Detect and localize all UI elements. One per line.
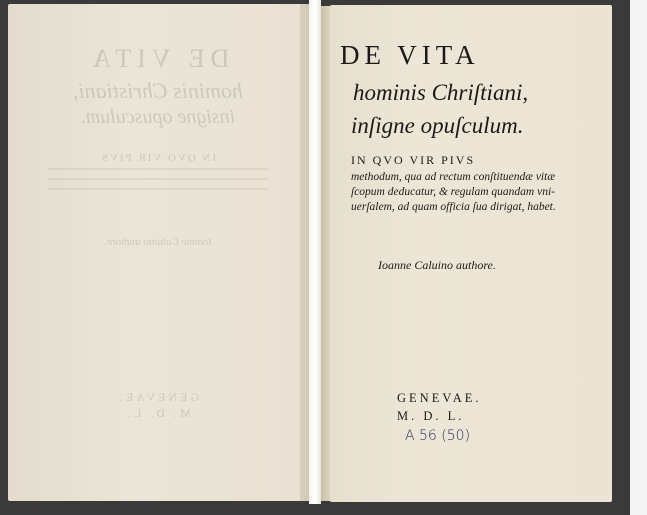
description-line: uerſalem, ad quam officia ſua dirigat, habet. (351, 201, 556, 213)
description-line: methodum, qua ad rectum conſtituendæ vitæ (351, 171, 555, 183)
author-line: Ioanne Caluino authore. (378, 258, 496, 272)
bleed-title: DE VITA (86, 44, 230, 73)
bleed-subtitle-1: hominis Christiani, (73, 78, 243, 103)
book-spine (309, 0, 321, 504)
book-title: DE VITA (340, 40, 480, 70)
description-line: ſcopum deducatur, & regulam quandam vni- (351, 186, 555, 198)
bleed-author: Ioanne Caluino authore. (103, 236, 213, 248)
right-margin-strip (630, 0, 647, 515)
handwritten-shelfmark: A 56 (50) (405, 428, 471, 444)
left-page (8, 4, 308, 501)
bleed-city: GENEVAE. (116, 390, 200, 404)
book-subtitle-line-1: hominis Chriſtiani, (353, 80, 529, 105)
book-subtitle-line-2: inſigne opuſculum. (351, 113, 524, 138)
bleed-year: M. D. L. (125, 406, 191, 420)
in-quo-heading: IN QVO VIR PIVS (351, 153, 476, 167)
imprint-city: GENEVAE. (397, 391, 482, 405)
imprint-year: M. D. L. (397, 409, 465, 423)
bleed-in-quo: IN QVO VIR PIVS (99, 152, 217, 164)
bleed-subtitle-2: insigne opusculum. (80, 106, 236, 128)
